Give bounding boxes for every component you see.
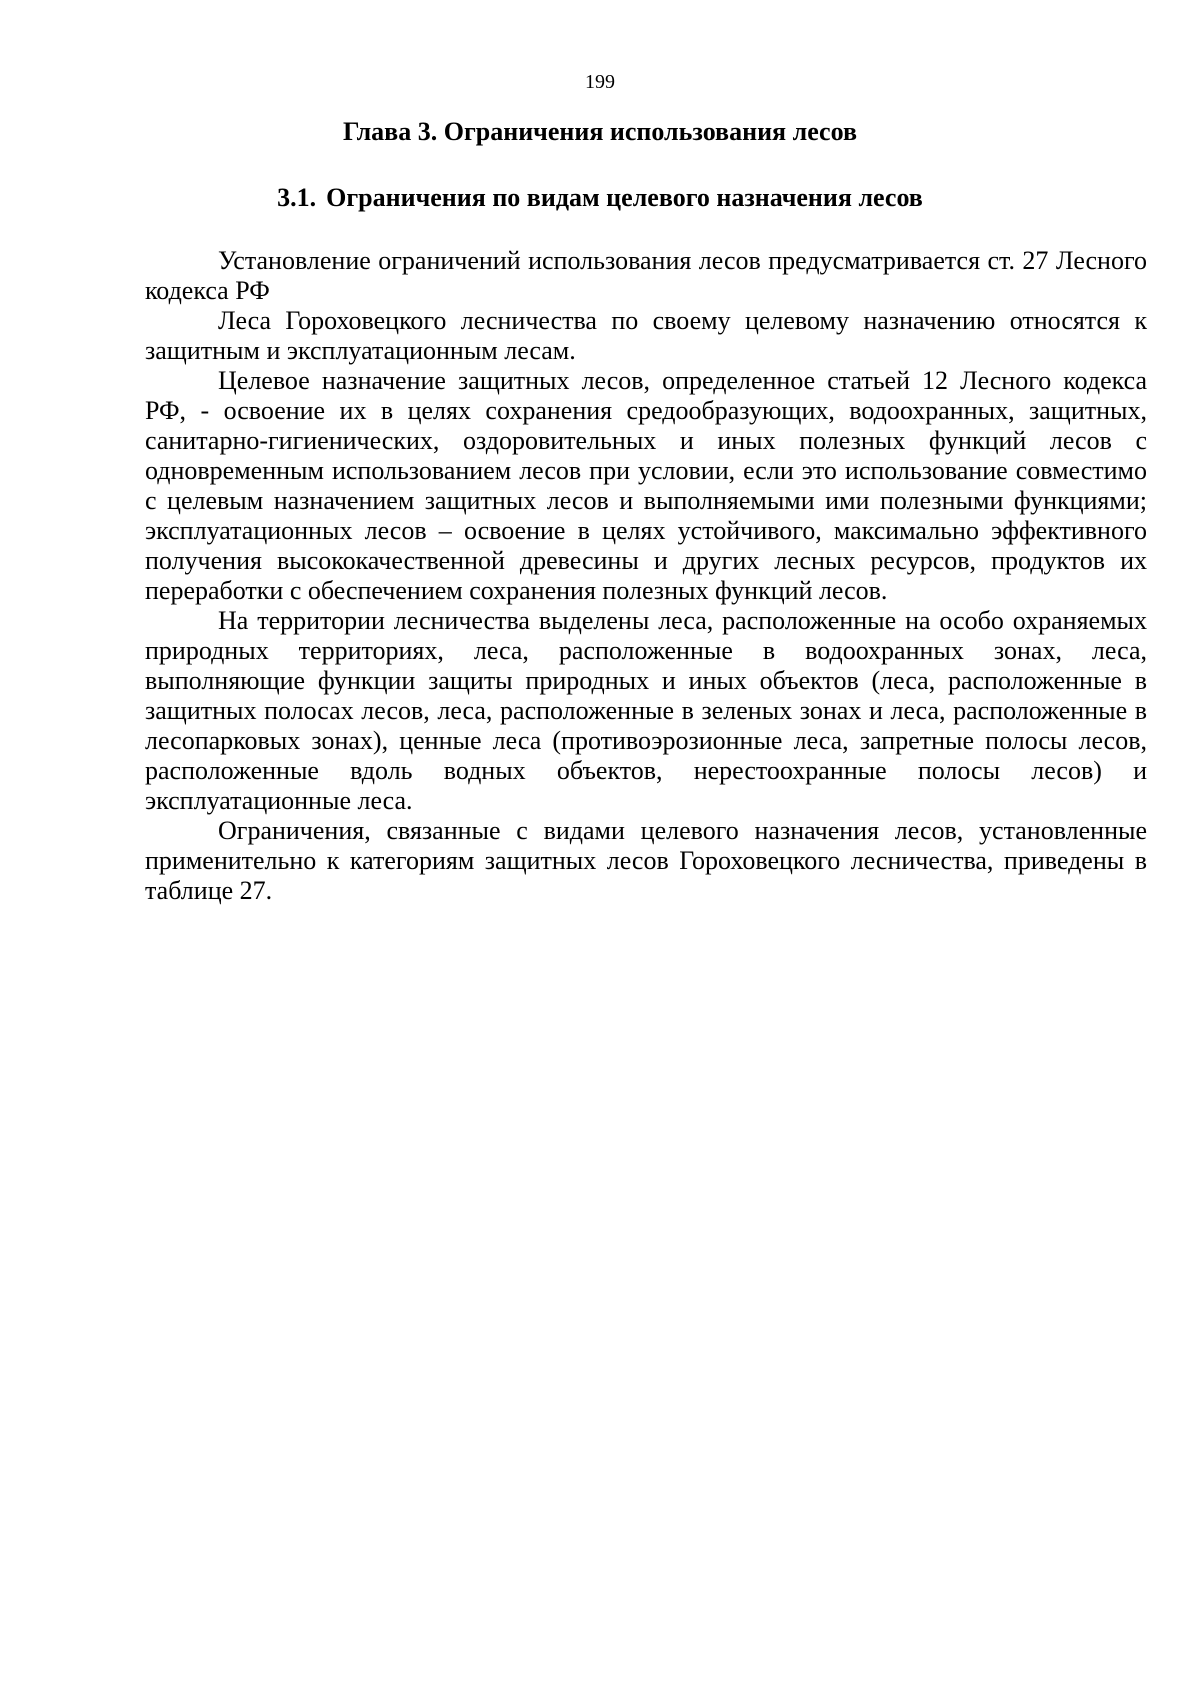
section-title xyxy=(0,182,1200,214)
section-title-text: Ограничения по видам целевого назначения лесов xyxy=(326,183,923,212)
paragraph: На территории лесничества выделены леса, расположенные на особо охраняемых природных территориях, леса, расположенные в водоохранных зонах, леса, выполняющие функции защиты природных и иных объектов (леса, расположенные в защитных полосах лесов, леса, расположенные в зеленых зонах и леса, расположенные в лесопарковых зонах), ценные леса (противоэрозионные леса, запретные полосы лесов, расположенные вдоль водных объектов, нерестоохранные полосы лесов) и эксплуатационные леса. xyxy=(145,606,1147,815)
paragraph: Целевое назначение защитных лесов, определенное статьей 12 Лесного кодекса РФ, - освоение их в целях сохранения средообразующих, водоохранных, защитных, санитарно-гигиенических, оздоровительных и иных полезных функций лесов с одновременным использованием лесов при условии, если это использование совместимо с целевым назначением защитных лесов и выполняемыми ими полезными функциями; эксплуатационных лесов – освоение в целях устойчивого, максимально эффективного получения высококачественной древесины и других лесных ресурсов, продуктов их переработки с обеспечением сохранения полезных функций лесов. xyxy=(145,366,1147,605)
section-number: 3.1. xyxy=(277,183,317,212)
chapter-title: Глава 3. Ограничения использования лесов xyxy=(342,117,857,146)
page-number: 199 xyxy=(585,71,615,93)
body-text xyxy=(145,246,1147,906)
paragraph: Ограничения, связанные с видами целевого назначения лесов, установленные применительно к категориям защитных лесов Гороховецкого лесничества, приведены в таблице 27. xyxy=(145,816,1147,905)
paragraph: Установление ограничений использования лесов предусматривается ст. 27 Лесного кодекса РФ xyxy=(145,246,1147,305)
paragraph: Леса Гороховецкого лесничества по своему целевому назначению относятся к защитным и эксплуатационным лесам. xyxy=(145,306,1147,365)
